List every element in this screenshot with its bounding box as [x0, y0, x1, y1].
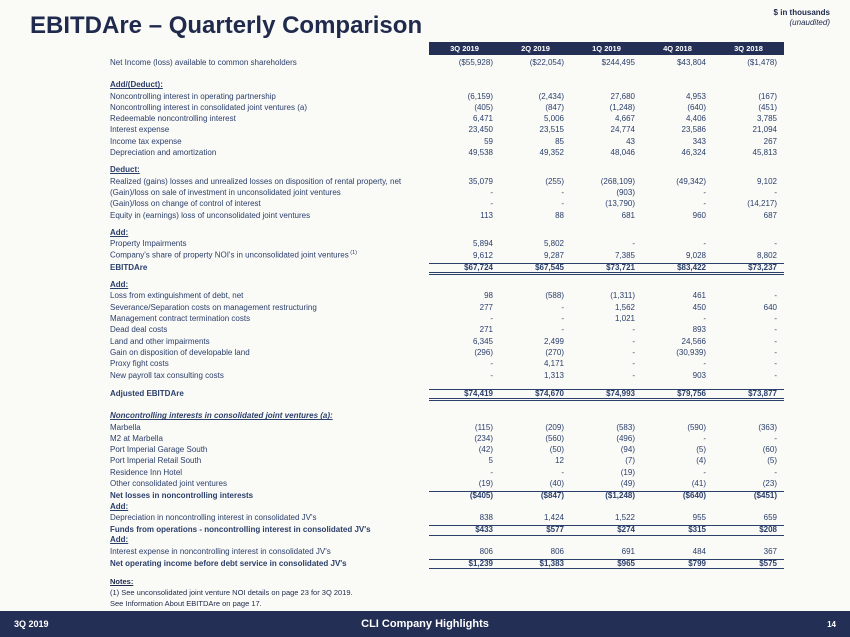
table-row	[110, 480, 784, 491]
value-cell: ($451)	[713, 491, 784, 501]
value-cell: $74,419	[429, 389, 500, 401]
table-row	[110, 229, 784, 240]
value-cell: 4,406	[685, 114, 706, 124]
value-cell: ($1,248)	[571, 491, 642, 501]
value-cell: 9,102	[756, 176, 777, 186]
value-cell: 4,667	[614, 114, 635, 124]
value-cell: ($22,054)	[529, 58, 564, 67]
row-label: Severance/Separation costs on management restructuring	[110, 302, 317, 312]
value-cell: 271	[479, 325, 493, 335]
value-cell: (496)	[616, 433, 635, 443]
value-cell: 45,813	[752, 148, 777, 158]
value-cell: -	[490, 187, 493, 197]
value-cell: -	[774, 359, 777, 369]
value-cell: (560)	[545, 433, 564, 443]
table-row	[110, 251, 784, 262]
row-label: Gain on disposition of developable land	[110, 347, 250, 357]
value-cell: -	[774, 336, 777, 346]
value-cell: 659	[763, 512, 777, 522]
value-cell: -	[632, 325, 635, 335]
value-cell: (4)	[696, 456, 706, 466]
row-label: Income tax expense	[110, 136, 182, 146]
value-cell: 23,515	[539, 125, 564, 135]
value-cell: 955	[692, 512, 706, 522]
table-row	[110, 212, 784, 223]
table-row	[110, 424, 784, 435]
ebitdare-table	[110, 42, 784, 570]
table-row	[110, 59, 784, 70]
value-cell: 49,352	[539, 148, 564, 158]
value-cell: (7)	[625, 456, 635, 466]
footer-bar	[0, 611, 850, 637]
value-cell: ($847)	[500, 491, 571, 501]
row-label: Deduct:	[110, 165, 140, 175]
value-cell: $1,383	[500, 559, 571, 569]
units-unaudited: (unaudited)	[789, 18, 830, 28]
table-row	[110, 81, 784, 92]
value-cell: (1,311)	[610, 291, 635, 301]
value-cell: -	[561, 187, 564, 197]
value-cell: (847)	[545, 102, 564, 112]
column-header: 3Q 2019	[450, 44, 479, 53]
value-cell: $83,422	[642, 263, 713, 275]
value-cell: (903)	[616, 187, 635, 197]
table-row	[110, 412, 784, 423]
value-cell: $799	[642, 559, 713, 569]
value-cell: 2,499	[543, 336, 564, 346]
value-cell: 687	[763, 210, 777, 220]
value-cell: 1,021	[614, 314, 635, 324]
value-cell: 893	[692, 325, 706, 335]
value-cell: 46,324	[681, 148, 706, 158]
value-cell: -	[490, 359, 493, 369]
value-cell: 903	[692, 370, 706, 380]
value-cell: 35,079	[468, 176, 493, 186]
table-row	[110, 70, 784, 81]
row-label: Port Imperial Garage South	[110, 445, 208, 455]
page-title: EBITDAre – Quarterly Comparison	[30, 12, 423, 39]
value-cell: 681	[621, 210, 635, 220]
row-label: Noncontrolling interest in operating partnership	[110, 91, 276, 101]
value-cell: -	[490, 370, 493, 380]
notes-heading: Notes:	[110, 577, 134, 586]
row-label: Add:	[110, 227, 129, 237]
value-cell: -	[632, 347, 635, 357]
units-note	[774, 8, 830, 29]
value-cell: -	[632, 359, 635, 369]
row-label: New payroll tax consulting costs	[110, 370, 224, 380]
value-cell: (451)	[758, 102, 777, 112]
value-cell: 1,424	[543, 512, 564, 522]
value-cell: (2,434)	[538, 91, 564, 101]
value-cell: (209)	[545, 422, 564, 432]
value-cell: 5	[488, 456, 493, 466]
value-cell: $43,804	[677, 58, 706, 67]
row-label: Add:	[110, 501, 129, 511]
value-cell: 343	[692, 136, 706, 146]
value-cell: -	[703, 314, 706, 324]
value-cell: 24,566	[681, 336, 706, 346]
row-label: Residence Inn Hotel	[110, 467, 183, 477]
table-row	[110, 389, 784, 401]
value-cell: 8,802	[756, 251, 777, 261]
footer-title: CLI Company Highlights	[361, 618, 489, 630]
value-cell: -	[561, 314, 564, 324]
row-label: Proxy fight costs	[110, 359, 169, 369]
value-cell: -	[490, 467, 493, 477]
table-row	[110, 372, 784, 383]
value-cell: ($55,928)	[458, 58, 493, 67]
value-cell: 113	[480, 210, 493, 220]
value-cell: (5)	[767, 456, 777, 466]
row-label: Land and other impairments	[110, 336, 210, 346]
value-cell: -	[774, 467, 777, 477]
value-cell: -	[774, 325, 777, 335]
value-cell: 23,586	[681, 125, 706, 135]
table-row	[110, 491, 784, 502]
value-cell: (588)	[545, 291, 564, 301]
row-label: Other consolidated joint ventures	[110, 478, 227, 488]
value-cell: 9,612	[472, 251, 493, 261]
row-label: Management contract termination costs	[110, 314, 251, 324]
table-row	[110, 446, 784, 457]
value-cell: 367	[763, 546, 777, 556]
value-cell: 450	[692, 302, 706, 312]
value-cell: 85	[555, 136, 564, 146]
value-cell: 691	[621, 546, 635, 556]
value-cell: (167)	[758, 91, 777, 101]
column-header: 3Q 2018	[734, 44, 763, 53]
table-row	[110, 548, 784, 559]
column-header: 1Q 2019	[592, 44, 621, 53]
value-cell: $575	[713, 559, 784, 569]
value-cell: 23,450	[468, 125, 493, 135]
row-label: Net Income (loss) available to common shareholders	[110, 58, 297, 67]
row-label: Interest expense	[110, 125, 170, 135]
table-row	[110, 200, 784, 211]
value-cell: (42)	[478, 445, 493, 455]
value-cell: ($1,478)	[747, 58, 777, 67]
value-cell: 267	[763, 136, 777, 146]
row-label: Redeemable noncontrolling interest	[110, 114, 236, 124]
value-cell: -	[703, 239, 706, 249]
value-cell: 6,471	[472, 114, 493, 124]
value-cell: 484	[692, 546, 706, 556]
value-cell: 1,313	[543, 370, 564, 380]
column-header: 2Q 2019	[521, 44, 550, 53]
value-cell: (270)	[545, 347, 564, 357]
notes-section	[110, 577, 353, 610]
value-cell: (50)	[549, 445, 564, 455]
row-label: Depreciation in noncontrolling interest in consolidated JV's	[110, 512, 317, 522]
value-cell: 9,028	[685, 251, 706, 261]
value-cell: -	[703, 467, 706, 477]
value-cell: -	[774, 314, 777, 324]
value-cell: 806	[550, 546, 564, 556]
row-label: Equity in (earnings) loss of unconsolidated joint ventures	[110, 210, 311, 220]
value-cell: -	[561, 325, 564, 335]
value-cell: 27,680	[610, 91, 635, 101]
value-cell: -	[490, 199, 493, 209]
table-row	[110, 166, 784, 177]
value-cell: -	[774, 187, 777, 197]
value-cell: $965	[571, 559, 642, 569]
value-cell: (296)	[474, 347, 493, 357]
table-row	[110, 457, 784, 468]
value-cell: $74,993	[571, 389, 642, 401]
value-cell: (6,159)	[467, 91, 493, 101]
value-cell: 88	[555, 210, 564, 220]
value-cell: -	[774, 370, 777, 380]
value-cell: (40)	[549, 478, 564, 488]
value-cell: (94)	[620, 445, 635, 455]
value-cell: 806	[479, 546, 493, 556]
value-cell: (234)	[474, 433, 493, 443]
table-row	[110, 240, 784, 251]
row-label: Company's share of property NOI's in unconsolidated joint ventures $^{(1)}$	[110, 250, 357, 261]
row-label: Loss from extinguishment of debt, net	[110, 291, 244, 301]
value-cell: (49,342)	[676, 176, 706, 186]
table-row	[110, 149, 784, 160]
row-label: Interest expense in noncontrolling interest in consolidated JV's	[110, 546, 331, 556]
row-label: Adjusted EBITDAre	[110, 388, 184, 398]
value-cell: (583)	[616, 422, 635, 432]
value-cell: (49)	[620, 478, 635, 488]
value-cell: (5)	[696, 445, 706, 455]
table-row	[110, 525, 784, 536]
value-cell: $67,724	[429, 263, 500, 275]
table-row	[110, 514, 784, 525]
value-cell: 5,006	[543, 114, 564, 124]
value-cell: 838	[479, 512, 493, 522]
value-cell: -	[632, 239, 635, 249]
value-cell: (14,217)	[747, 199, 777, 209]
row-label: Net losses in noncontrolling interests	[110, 491, 254, 501]
value-cell: 960	[692, 210, 706, 220]
table-row	[110, 263, 784, 275]
value-cell: 12	[555, 456, 564, 466]
value-cell: -	[703, 359, 706, 369]
value-cell: 277	[479, 302, 493, 312]
row-label: Add:	[110, 535, 129, 545]
value-cell: $274	[571, 525, 642, 535]
value-cell: $433	[429, 525, 500, 535]
table-body	[110, 59, 784, 570]
row-label: M2 at Marbella	[110, 433, 163, 443]
value-cell: 43	[626, 136, 635, 146]
value-cell: -	[632, 336, 635, 346]
value-cell: (23)	[762, 478, 777, 488]
value-cell: 5,802	[543, 239, 564, 249]
value-cell: (19)	[620, 467, 635, 477]
row-label: Property Impairments	[110, 239, 187, 249]
value-cell: 5,894	[472, 239, 493, 249]
table-row	[110, 435, 784, 446]
row-label: Noncontrolling interest in consolidated joint ventures (a)	[110, 102, 307, 112]
value-cell: $244,495	[601, 58, 635, 67]
footer-quarter: 3Q 2019	[14, 619, 49, 629]
value-cell: $73,237	[713, 263, 784, 275]
value-cell: $577	[500, 525, 571, 535]
row-label: Add:	[110, 280, 129, 290]
value-cell: (115)	[474, 422, 493, 432]
column-header-band	[429, 42, 784, 55]
value-cell: 98	[484, 291, 493, 301]
value-cell: -	[490, 314, 493, 324]
value-cell: 21,094	[752, 125, 777, 135]
value-cell: -	[774, 433, 777, 443]
table-row	[110, 126, 784, 137]
row-label: Dead deal costs	[110, 325, 168, 335]
value-cell: -	[703, 433, 706, 443]
value-cell: 6,345	[472, 336, 493, 346]
value-cell: (255)	[545, 176, 564, 186]
value-cell: (640)	[687, 102, 706, 112]
table-row	[110, 559, 784, 570]
table-row	[110, 326, 784, 337]
value-cell: 461	[692, 291, 706, 301]
table-row	[110, 349, 784, 360]
row-label: (Gain)/loss on sale of investment in unconsolidated joint ventures	[110, 187, 341, 197]
row-label: Realized (gains) losses and unrealized losses on disposition of rental property, net	[110, 176, 402, 186]
value-cell: 640	[763, 302, 777, 312]
value-cell: -	[632, 370, 635, 380]
footer-page-number: 14	[827, 619, 836, 629]
note-line-1: (1) See unconsolidated joint venture NOI details on page 23 for 3Q 2019.	[110, 587, 353, 597]
value-cell: (60)	[762, 445, 777, 455]
row-label: EBITDAre	[110, 262, 148, 272]
value-cell: $73,721	[571, 263, 642, 275]
row-label: Port Imperial Retail South	[110, 456, 202, 466]
row-label: Noncontrolling interests in consolidated joint ventures (a):	[110, 411, 333, 421]
value-cell: ($640)	[642, 491, 713, 501]
value-cell: 59	[484, 136, 493, 146]
value-cell: 24,774	[610, 125, 635, 135]
value-cell: 4,171	[543, 359, 564, 369]
table-row	[110, 315, 784, 326]
value-cell: $208	[713, 525, 784, 535]
row-label: Depreciation and amortization	[110, 148, 217, 158]
value-cell: (268,109)	[600, 176, 635, 186]
value-cell: $79,756	[642, 389, 713, 401]
value-cell: -	[774, 347, 777, 357]
value-cell: -	[774, 239, 777, 249]
value-cell: -	[774, 291, 777, 301]
value-cell: 3,785	[756, 114, 777, 124]
value-cell: $1,239	[429, 559, 500, 569]
value-cell: (13,790)	[605, 199, 635, 209]
row-label: Add/(Deduct):	[110, 80, 163, 90]
value-cell: (1,248)	[609, 102, 635, 112]
value-cell: -	[561, 302, 564, 312]
row-label: Marbella	[110, 422, 141, 432]
column-header: 4Q 2018	[663, 44, 692, 53]
value-cell: 1,562	[614, 302, 635, 312]
value-cell: (41)	[691, 478, 706, 488]
value-cell: (363)	[758, 422, 777, 432]
row-label: (Gain)/loss on change of control of interest	[110, 199, 261, 209]
table-row	[110, 360, 784, 371]
value-cell: $67,545	[500, 263, 571, 275]
value-cell: $73,877	[713, 389, 784, 401]
value-cell: 4,953	[685, 91, 706, 101]
value-cell: -	[703, 187, 706, 197]
value-cell: -	[703, 199, 706, 209]
units-thousands: $ in thousands	[773, 8, 830, 17]
row-label: Funds from operations - noncontrolling interest in consolidated JV's	[110, 525, 371, 535]
value-cell: (19)	[478, 478, 493, 488]
value-cell: 48,046	[610, 148, 635, 158]
value-cell: 7,385	[614, 251, 635, 261]
value-cell: 49,538	[468, 148, 493, 158]
row-label: Net operating income before debt service in consolidated JV's	[110, 559, 347, 569]
value-cell: $74,670	[500, 389, 571, 401]
value-cell: 1,522	[614, 512, 635, 522]
note-line-2: See Information About EBITDAre on page 17.	[110, 598, 262, 608]
value-cell: (590)	[687, 422, 706, 432]
value-cell: (405)	[474, 102, 493, 112]
value-cell: -	[561, 467, 564, 477]
value-cell: ($405)	[429, 491, 500, 501]
value-cell: (30,939)	[676, 347, 706, 357]
value-cell: -	[561, 199, 564, 209]
value-cell: 9,287	[543, 251, 564, 261]
value-cell: $315	[642, 525, 713, 535]
